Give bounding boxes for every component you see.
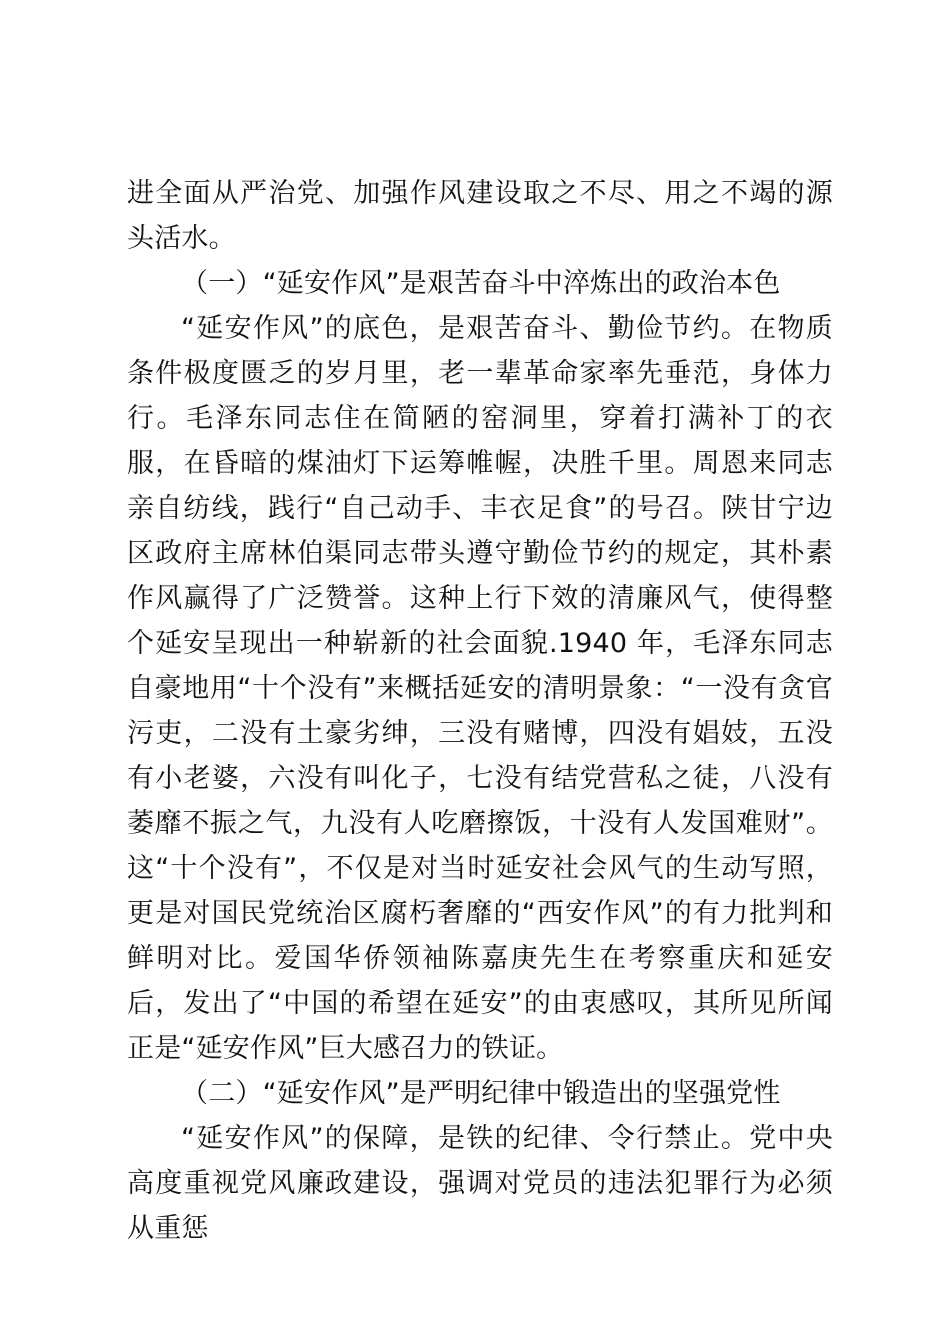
- section-heading-2: （二）“延安作风”是严明纪律中锻造出的坚强党性: [181, 1078, 781, 1109]
- document-body: [127, 171, 833, 1251]
- body-paragraph-2: “延安作风”的保障，是铁的纪律、令行禁止。党中央高度重视党风廉政建设，强调对党员的违法犯罪行为必须从重惩: [127, 1123, 833, 1244]
- continuation-paragraph: 进全面从严治党、加强作风建设取之不尽、用之不竭的源头活水。: [127, 178, 833, 254]
- section-heading-1: （一）“延安作风”是艰苦奋斗中淬炼出的政治本色: [181, 268, 781, 299]
- body-paragraph-1: “延安作风”的底色，是艰苦奋斗、勤俭节约。在物质条件极度匮乏的岁月里，老一辈革命家率先垂范，身体力行。毛泽东同志住在简陋的窑洞里，穿着打满补丁的衣服，在昏暗的煤油灯下运筹帷幄，决胜千里。周恩来同志亲自纺线，践行“自己动手、丰衣足食”的号召。陕甘宁边区政府主席林伯渠同志带头遵守勤俭节约的规定，其朴素作风赢得了广泛赞誉。这种上行下效的清廉风气，使得整个延安呈现出一种崭新的社会面貌.1940 年，毛泽东同志自豪地用“十个没有”来概括延安的清明景象：“一没有贪官污吏，二没有土豪劣绅，三没有赌博，四没有娼妓，五没有小老婆，六没有叫化子，七没有结党营私之徒，八没有萎靡不振之气，九没有人吃磨擦饭，十没有人发国难财”。这“十个没有”，不仅是对当时延安社会风气的生动写照，更是对国民党统治区腐朽奢靡的“西安作风”的有力批判和鲜明对比。爱国华侨领袖陈嘉庚先生在考察重庆和延安后，发出了“中国的希望在延安”的由衷感叹，其所见所闻正是“延安作风”巨大感召力的铁证。: [127, 313, 833, 1064]
